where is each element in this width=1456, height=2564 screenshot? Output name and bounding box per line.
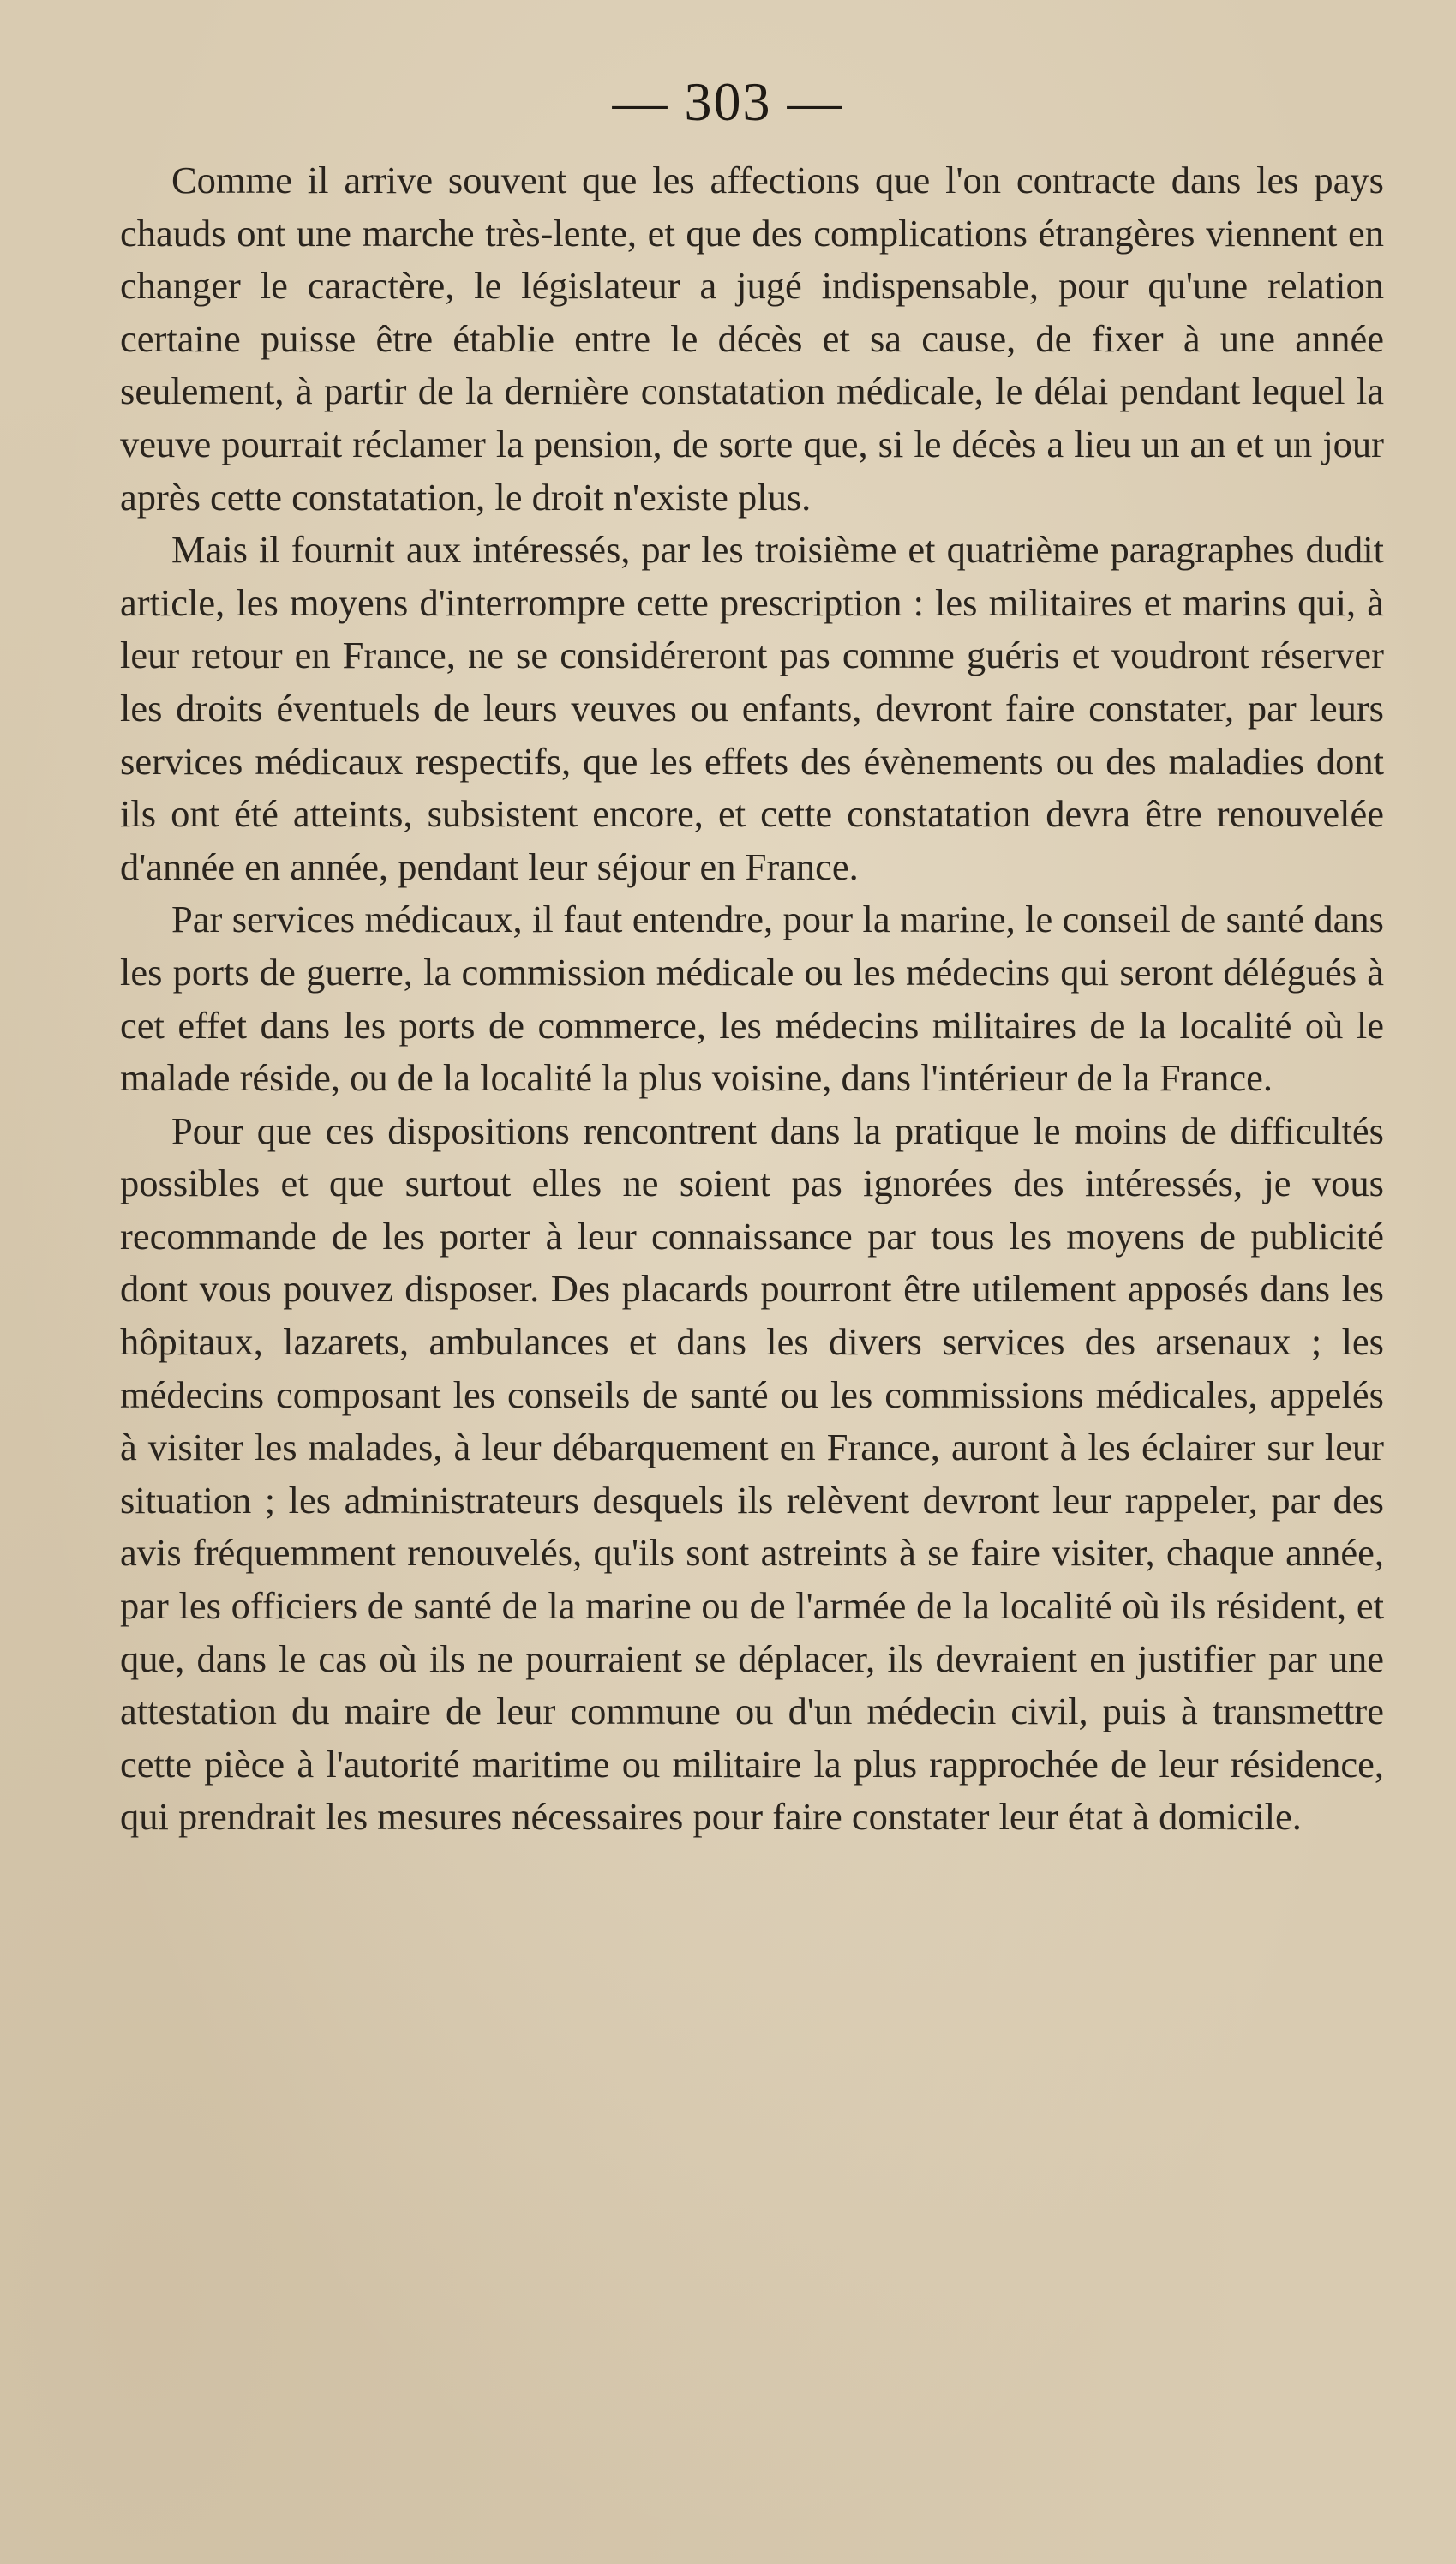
paragraph-4: Pour que ces dispositions rencontrent dans la pratique le moins de difficultés possibles et que surtout elles ne soient pas ignorées des intéressés, je vous recommande de les porter à leur connaissance par tous les moyens de publicité dont vous pouvez disposer. Des placards pourront être utilement apposés dans les hôpitaux, lazarets, ambulances et dans les divers services des arsenaux ; les médecins composant les conseils de santé ou les commissions médicales, appelés à visiter les malades, à leur débarquement en France, auront à les éclairer sur leur situation ; les administrateurs desquels ils relèvent devront leur rappeler, par des avis fréquemment renouvelés, qu'ils sont astreints à se faire visiter, chaque année, par les officiers de santé de la marine ou de l'armée de la localité où ils résident, et que, dans le cas où ils ne pourraient se déplacer, ils devraient en justifier par une attestation du maire de leur commune ou d'un médecin civil, puis à transmettre cette pièce à l'autorité maritime ou militaire la plus rapprochée de leur résidence, qui prendrait les mesures nécessaires pour faire constater leur état à domicile.	[120, 1108, 1384, 1839]
page-number: — 303 —	[612, 71, 844, 132]
paragraph-2: Mais il fournit aux intéressés, par les troisième et quatrième paragraphes dudit article, les moyens d'interrompre cette prescription : les militaires et marins qui, à leur retour en France, ne se considéreront pas comme guéris et voudront réserver les droits éventuels de leurs veuves ou enfants, devront faire constater, par leurs services médicaux respectifs, que les effets des évènements ou des maladies dont ils ont été atteints, subsistent encore, et cette constatation devra être renouvelée d'année en année, pendant leur séjour en France.	[120, 528, 1384, 888]
body-text	[120, 154, 1384, 1844]
paragraph-1: Comme il arrive souvent que les affections que l'on contracte dans les pays chauds ont une marche très-lente, et que des complications étrangères viennent en changer le caractère, le législateur a jugé indispensable, pour qu'une relation certaine puisse être établie entre le décès et sa cause, de fixer à une année seulement, à partir de la dernière constatation médicale, le délai pendant lequel la veuve pourrait réclamer la pension, de sorte que, si le décès a lieu un an et un jour après cette constatation, le droit n'existe plus.	[120, 159, 1384, 519]
paragraph-3: Par services médicaux, il faut entendre, pour la marine, le conseil de santé dans les ports de guerre, la commission médicale ou les médecins qui seront délégués à cet effet dans les ports de commerce, les médecins militaires de la localité où le malade réside, ou de la localité la plus voisine, dans l'intérieur de la France.	[120, 898, 1384, 1100]
